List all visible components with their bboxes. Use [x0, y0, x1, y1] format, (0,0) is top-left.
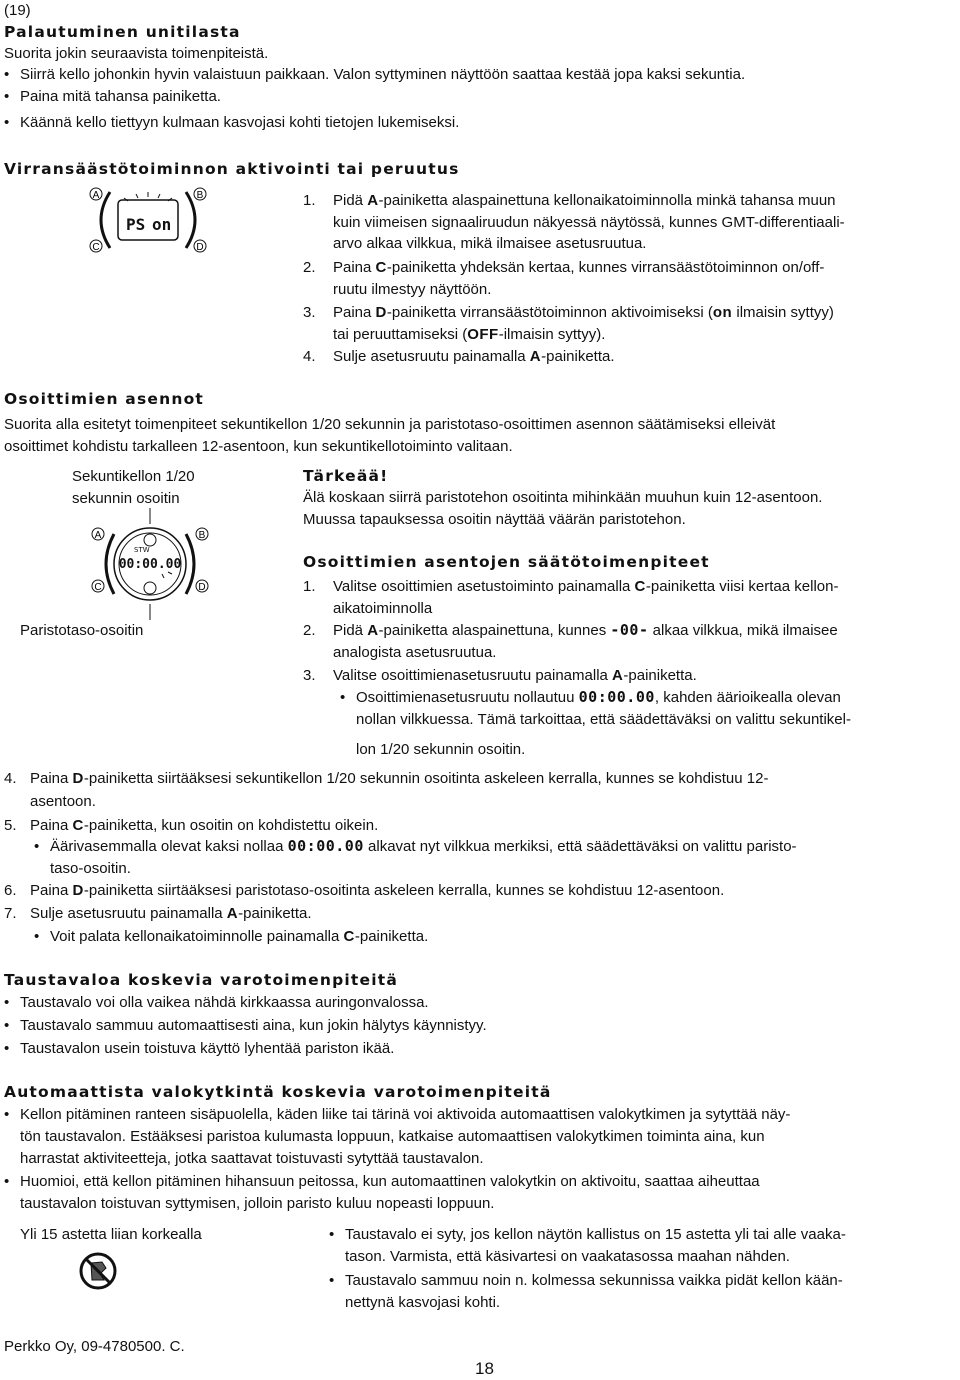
step7-line1: Sulje asetusruutu painamalla A-painiketta.	[30, 905, 312, 922]
backlight-bullet-1: • Taustavalo voi olla vaikea nähdä kirkkaassa auringonvalossa.	[20, 992, 429, 1013]
ps-step3-line2: tai peruuttamiseksi (OFF-ilmaisin syttyy).	[333, 326, 606, 343]
step5-bullet-line1: • Äärivasemmalla olevat kaksi nollaa 00:00.00 alkavat nyt vilkkua merkiksi, että säädettäväksi on valittu paristo-	[50, 836, 797, 857]
backlight-bullet-3: • Taustavalon usein toistuva käyttö lyhentää pariston ikää.	[20, 1038, 394, 1059]
label-stopwatch-hand-2: sekunnin osoitin	[72, 490, 180, 507]
section-title-backlight: Taustavaloa koskevia varotoimenpiteitä	[4, 971, 399, 989]
label-battery-hand: Paristotaso-osoitin	[20, 622, 144, 639]
ps-step4-num: 4.	[303, 348, 316, 365]
important-line2: Muussa tapauksessa osoitin näyttää väärän paristotehon.	[303, 511, 686, 528]
watch-powersave-figure	[88, 186, 208, 254]
step5-line1: Paina C-painiketta, kun osoitin on kohdistettu oikein.	[30, 817, 379, 834]
hands-intro-line1: Suorita alla esitetyt toimenpiteet sekuntikellon 1/20 sekunnin ja paristotaso-osoittimen asennon säätämiseksi elleivät	[4, 416, 776, 433]
step7-bullet: • Voit palata kellonaikatoiminnolle painamalla C-painiketta.	[50, 926, 428, 947]
section-title-powersave: Virransäästötoiminnon aktivointi tai peruutus	[4, 160, 460, 178]
adj-step3-bullet-line1: • Osoittimienasetusruutu nollautuu 00:00.00, kahden äärioikealla olevan	[356, 687, 841, 708]
ps-step1-num: 1.	[303, 192, 316, 209]
step6-line1: Paina D-painiketta siirtääksesi paristotaso-osoitinta askeleen kerralla, kunnes se kohdistuu 12-asentoon.	[30, 882, 725, 899]
tilt-r1-line1: • Taustavalo ei syty, jos kellon näytön kallistus on 15 astetta yli tai alle vaaka-	[345, 1224, 846, 1245]
button-d-label: D	[196, 242, 204, 253]
autolight-b1-line3: harrastat aktiviteetteja, jotka saattavat toistuvasti sytyttää taustavalon.	[20, 1150, 484, 1167]
tilt-r2-line2: nettynä kasvojasi kohti.	[345, 1294, 501, 1311]
page-number: 18	[475, 1359, 494, 1378]
step4-num: 4.	[4, 770, 17, 787]
section-title-hands: Osoittimien asennot	[4, 390, 205, 408]
adjust-title: Osoittimien asentojen säätötoimenpiteet	[303, 553, 710, 571]
page-tag: (19)	[4, 2, 31, 19]
adj-step1-line2: aikatoiminnolla	[333, 600, 433, 617]
watch-hands-figure	[90, 508, 210, 620]
ps-step3-num: 3.	[303, 304, 316, 321]
wake-bullet-2: • Paina mitä tahansa painiketta.	[20, 86, 221, 107]
no-tilt-icon	[78, 1250, 118, 1292]
autolight-b1-line1: • Kellon pitäminen ranteen sisäpuolella, käden liike tai tärinä voi aktivoida automaattisen valokytkimen ja sytyttää näy-	[20, 1104, 790, 1125]
button-a-label: A	[92, 190, 100, 201]
tilt-figure-label: Yli 15 astetta liian korkealla	[20, 1226, 202, 1243]
adj-step3-num: 3.	[303, 667, 316, 684]
section-title-autolight: Automaattista valokytkintä koskevia varotoimenpiteitä	[4, 1083, 552, 1101]
tilt-r1-line2: tason. Varmista, että käsivartesi on vaakatasossa maahan nähden.	[345, 1248, 790, 1265]
step4-line2: asentoon.	[30, 793, 96, 810]
autolight-b2-line1: • Huomioi, että kellon pitäminen hihansuun peitossa, kun automaattinen valokytkin on aktivoitu, saattaa aiheuttaa	[20, 1171, 760, 1192]
adj-step3-bullet-line2: nollan vilkkuessa. Tämä tarkoittaa, että säädettäväksi on valittu sekuntikel-	[356, 711, 851, 728]
adj-step3-bullet-line3: lon 1/20 sekunnin osoitin.	[356, 741, 526, 758]
footer-company: Perkko Oy, 09-4780500. C.	[4, 1338, 185, 1355]
svg-text:B: B	[198, 530, 206, 541]
adj-step1-num: 1.	[303, 578, 316, 595]
step4-line1: Paina D-painiketta siirtääksesi sekuntikellon 1/20 sekunnin osoitinta askeleen kerralla, kunnes se kohdistuu 12-	[30, 770, 769, 787]
step5-bullet-line2: taso-osoitin.	[50, 860, 131, 877]
wake-intro: Suorita jokin seuraavista toimenpiteistä.	[4, 45, 269, 62]
backlight-bullet-2: • Taustavalo sammuu automaattisesti aina, kun jokin hälytys käynnistyy.	[20, 1015, 487, 1036]
wake-bullet-3: • Käännä kello tiettyyn kulmaan kasvojasi kohti tietojen lukemiseksi.	[20, 112, 459, 133]
adj-step3-line1: Valitse osoittimienasetusruutu painamalla A-painiketta.	[333, 667, 697, 684]
ps-step2-num: 2.	[303, 259, 316, 276]
svg-text:A: A	[94, 530, 102, 541]
step7-num: 7.	[4, 905, 17, 922]
adj-step2-line1: Pidä A-painiketta alaspainettuna, kunnes -00- alkaa vilkkua, mikä ilmaisee	[333, 621, 838, 639]
stw-mode: STW	[134, 546, 150, 554]
stw-display: 00:00.00	[118, 557, 182, 572]
ps-step1-line2: kuin viimeisen signaaliruudun näkyessä näytössä, kunnes GMT-differentiaali-	[333, 214, 845, 231]
ps-step2-line2: ruutu ilmestyy näyttöön.	[333, 281, 492, 298]
ps-step3-line1: Paina D-painiketta virransäästötoiminnon aktivoimiseksi (on ilmaisin syttyy)	[333, 304, 834, 321]
adj-step1-line1: Valitse osoittimien asetustoiminto painamalla C-painiketta viisi kertaa kellon-	[333, 578, 839, 595]
wake-bullet-1: • Siirrä kello johonkin hyvin valaistuun paikkaan. Valon syttyminen näyttöön saattaa kestää jopa kaksi sekuntia.	[20, 64, 745, 85]
display-left: PS	[126, 215, 146, 234]
autolight-b1-line2: tön taustavalon. Estääksesi paristoa kulumasta loppuun, katkaise automaattisen valokytkimen toiminta aina, kun	[20, 1128, 765, 1145]
ps-step4-line1: Sulje asetusruutu painamalla A-painiketta.	[333, 348, 615, 365]
button-b-label: B	[196, 190, 204, 201]
tilt-r2-line1: • Taustavalo sammuu noin n. kolmessa sekunnissa vaikka pidät kellon kään-	[345, 1270, 843, 1291]
ps-step1-line1: Pidä A-painiketta alaspainettuna kellonaikatoiminnolla minkä tahansa muun	[333, 192, 836, 209]
button-c-label: C	[92, 242, 100, 253]
svg-text:D: D	[198, 582, 206, 593]
step5-num: 5.	[4, 817, 17, 834]
section-title-wake: Palautuminen unitilasta	[4, 23, 241, 41]
important-line1: Älä koskaan siirrä paristotehon osoitinta mihinkään muuhun kuin 12-asentoon.	[303, 489, 823, 506]
autolight-b2-line2: taustavalon toistuvan syttymisen, jolloin paristo kuluu nopeasti loppuun.	[20, 1195, 495, 1212]
ps-step1-line3: arvo alkaa vilkkua, mikä ilmaisee asetusruutua.	[333, 235, 647, 252]
hands-intro-line2: osoittimet kohdistu tarkalleen 12-asentoon, kun sekuntikellotoiminto valitaan.	[4, 438, 513, 455]
svg-text:C: C	[94, 582, 102, 593]
ps-step2-line1: Paina C-painiketta yhdeksän kertaa, kunnes virransäästötoiminnon on/off-	[333, 259, 825, 276]
important-title: Tärkeää!	[303, 467, 389, 485]
label-stopwatch-hand-1: Sekuntikellon 1/20	[72, 468, 195, 485]
adj-step2-num: 2.	[303, 622, 316, 639]
display-right: on	[152, 215, 172, 234]
adj-step2-line2: analogista asetusruutua.	[333, 644, 497, 661]
step6-num: 6.	[4, 882, 17, 899]
